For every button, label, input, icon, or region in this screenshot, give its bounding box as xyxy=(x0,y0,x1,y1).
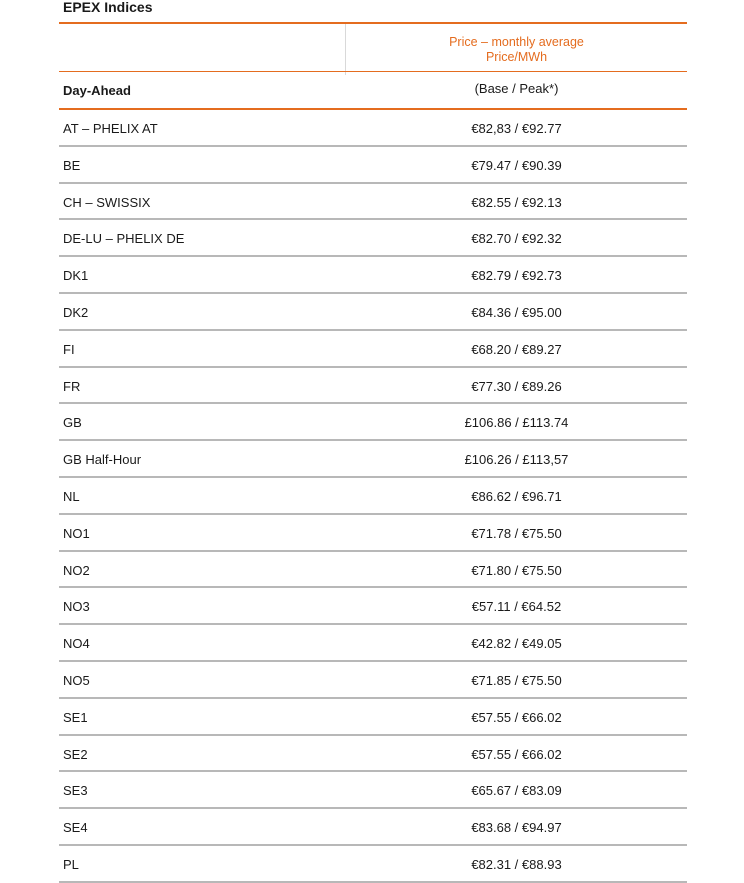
market-name: SE1 xyxy=(63,709,88,725)
table-row xyxy=(59,662,687,699)
market-name: NO2 xyxy=(63,562,90,578)
price-header-line1: Price – monthly average xyxy=(449,35,584,49)
table-row xyxy=(59,147,687,184)
market-name: PL xyxy=(63,856,79,872)
market-price: €71.78 / €75.50 xyxy=(471,525,562,541)
market-price: €57.55 / €66.02 xyxy=(471,746,562,762)
market-price: €82.70 / €92.32 xyxy=(471,231,562,247)
market-price: €83.68 / €94.97 xyxy=(471,820,562,836)
market-price: £106.26 / £113,57 xyxy=(464,452,569,468)
market-name: GB Half-Hour xyxy=(63,452,142,468)
market-name: CH – SWISSIX xyxy=(63,194,151,210)
market-price: €57.11 / €64.52 xyxy=(471,599,562,615)
market-price: €42.82 / €49.05 xyxy=(471,636,562,652)
table-row xyxy=(59,588,687,625)
table-row xyxy=(59,699,687,736)
table-row xyxy=(59,441,687,478)
market-name: GB xyxy=(63,415,82,431)
market-price: €86.62 / €96.71 xyxy=(471,488,562,504)
table-row xyxy=(59,184,687,221)
table-row xyxy=(59,772,687,809)
market-price: €71.80 / €75.50 xyxy=(471,562,562,578)
market-price: €84.36 / €95.00 xyxy=(471,304,562,320)
market-name: NO5 xyxy=(63,672,90,688)
price-header-line2: Price/MWh xyxy=(485,50,548,64)
market-name: NO4 xyxy=(63,636,90,652)
base-peak-label: (Base / Peak*) xyxy=(474,81,559,96)
market-name: NO3 xyxy=(63,599,90,615)
market-price: €65.67 / €83.09 xyxy=(471,783,562,799)
market-name: FI xyxy=(63,341,75,357)
table-row xyxy=(59,515,687,552)
market-name: SE2 xyxy=(63,746,88,762)
table-row xyxy=(59,404,687,441)
table-row xyxy=(59,625,687,662)
table-row xyxy=(59,478,687,515)
table-row xyxy=(59,294,687,331)
market-price: €79.47 / €90.39 xyxy=(471,157,562,173)
market-name: SE3 xyxy=(63,783,88,799)
market-price: €82.55 / €92.13 xyxy=(471,194,562,210)
table-body xyxy=(59,110,687,883)
market-name: AT – PHELIX AT xyxy=(63,121,158,136)
market-name: NO1 xyxy=(63,525,90,541)
market-price: €82,83 / €92.77 xyxy=(471,121,562,136)
market-price: €82.31 / €88.93 xyxy=(471,856,562,872)
epex-indices-table xyxy=(59,22,687,883)
market-price: €71.85 / €75.50 xyxy=(471,672,562,688)
table-header-section xyxy=(59,72,687,108)
market-price: €57.55 / €66.02 xyxy=(471,709,562,725)
column-divider xyxy=(345,72,346,75)
price-column-header xyxy=(346,35,687,65)
day-ahead-label: Day-Ahead xyxy=(63,83,131,98)
table-row xyxy=(59,809,687,846)
market-name: BE xyxy=(63,157,81,173)
table-header-price xyxy=(59,24,687,71)
table-row xyxy=(59,736,687,773)
page-title: EPEX Indices xyxy=(63,0,153,15)
market-price: €82.79 / €92.73 xyxy=(471,268,562,284)
table-row xyxy=(59,368,687,405)
table-row xyxy=(59,110,687,147)
market-price: £106.86 / £113.74 xyxy=(464,415,569,431)
market-price: €68.20 / €89.27 xyxy=(471,341,562,357)
market-name: NL xyxy=(63,488,80,504)
market-name: SE4 xyxy=(63,820,88,836)
table-row xyxy=(59,846,687,883)
market-name: DE-LU – PHELIX DE xyxy=(63,231,185,247)
table-row xyxy=(59,331,687,368)
market-name: FR xyxy=(63,378,81,394)
market-price: €77.30 / €89.26 xyxy=(471,378,562,394)
market-name: DK2 xyxy=(63,304,89,320)
table-row xyxy=(59,552,687,589)
table-row xyxy=(59,220,687,257)
table-row xyxy=(59,257,687,294)
market-name: DK1 xyxy=(63,268,89,284)
